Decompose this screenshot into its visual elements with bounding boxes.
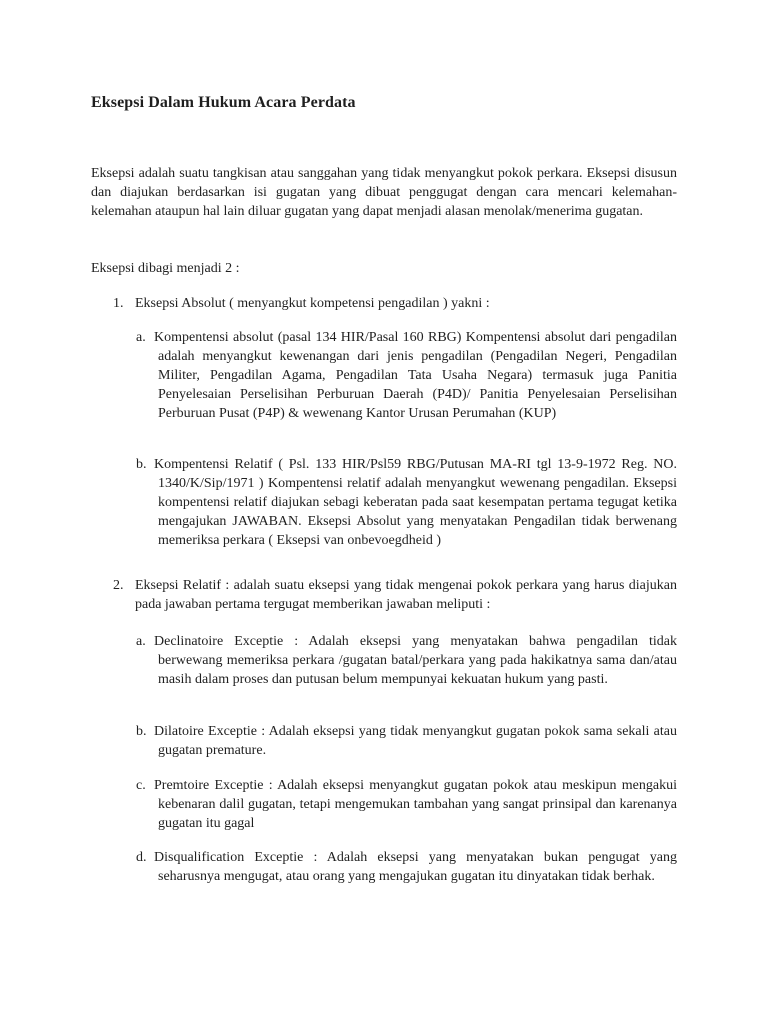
list-item-text: Eksepsi Absolut ( menyangkut kompetensi pengadilan ) yakni :: [135, 296, 490, 311]
sub-item-label: b.: [136, 724, 147, 739]
list-item-absolute-exception: [113, 294, 677, 313]
sub-item-label: d.: [136, 850, 147, 865]
sub-item-label: b.: [136, 457, 147, 472]
sub-item-disqualification: [136, 848, 677, 886]
sub-item-label: a.: [136, 634, 146, 649]
list-item-relative-exception: [113, 576, 677, 614]
list-item-number: 1.: [113, 296, 124, 311]
sub-item-relative-competence: [136, 455, 677, 550]
sub-item-label: a.: [136, 330, 146, 345]
sub-item-declinatoire: [136, 632, 677, 689]
sub-item-text: Kompentensi absolut (pasal 134 HIR/Pasal 160 RBG) Kompentensi absolut dari pengadilan adalah menyangkut kewenangan dari jenis pengadilan (Pengadilan Negeri, Pengadilan Militer, Pengadilan Agama, Pengadilan Tata Usaha Negara) termasuk juga Panitia Penyelesaian Perselisihan Perburuan Daerah (P4D)/ Panitia Penyelesaian Perselisihan Perburuan Pusat (P4P) & wewenang Kantor Urusan Perumahan (KUP): [154, 330, 677, 421]
sub-item-text: Declinatoire Exceptie : Adalah eksepsi yang menyatakan bahwa pengadilan tidak berwewang memeriksa perkara /gugatan batal/perkara yang pada hakikatnya sama dan/atau masih dalam proses dan putusan belum mempunyai kekuatan hukum yang pasti.: [154, 634, 677, 687]
sub-item-label: c.: [136, 778, 146, 793]
sub-item-dilatoire: [136, 722, 677, 760]
sub-item-absolute-competence: [136, 328, 677, 423]
sub-item-text: Dilatoire Exceptie : Adalah eksepsi yang tidak menyangkut gugatan pokok sama sekali atau gugatan premature.: [154, 724, 677, 758]
list-item-text: Eksepsi Relatif : adalah suatu eksepsi yang tidak mengenai pokok perkara yang harus diajukan pada jawaban pertama tergugat memberikan jawaban meliputi :: [135, 578, 677, 612]
division-paragraph: Eksepsi dibagi menjadi 2 :: [91, 261, 240, 276]
sub-item-text: Premtoire Exceptie : Adalah eksepsi menyangkut gugatan pokok atau meskipun mengakui kebenaran dalil gugatan, tetapi mengemukan tambahan yang sangat prinsipal dan karenanya gugatan itu gagal: [154, 778, 677, 831]
document-title: Eksepsi Dalam Hukum Acara Perdata: [91, 94, 356, 111]
sub-item-text: Disqualification Exceptie : Adalah eksepsi yang menyatakan bukan pengugat yang seharusnya mengugat, atau orang yang mengajukan gugatan itu dinyatakan tidak berhak.: [154, 850, 677, 884]
sub-item-text: Kompentensi Relatif ( Psl. 133 HIR/Psl59 RBG/Putusan MA-RI tgl 13-9-1972 Reg. NO. 1340/K/Sip/1971 ) Kompentensi relatif adalah menyangkut wewenang pengadilan. Eksepsi kompentensi relatif diajukan sebagi keberatan pada saat kesempatan pertama tegugat ketika mengajukan JAWABAN. Eksepsi Absolut yang menyatakan Pengadilan tidak berwenang memeriksa perkara ( Eksepsi van onbevoegdheid ): [154, 457, 677, 548]
list-item-number: 2.: [113, 578, 124, 593]
sub-item-premtoire: [136, 776, 677, 833]
intro-paragraph: Eksepsi adalah suatu tangkisan atau sanggahan yang tidak menyangkut pokok perkara. Eksepsi disusun dan diajukan berdasarkan isi gugatan yang dibuat penggugat dengan cara mencari kelemahan-kelemahan ataupun hal lain diluar gugatan yang dapat menjadi alasan menolak/menerima gugatan.: [91, 166, 677, 219]
